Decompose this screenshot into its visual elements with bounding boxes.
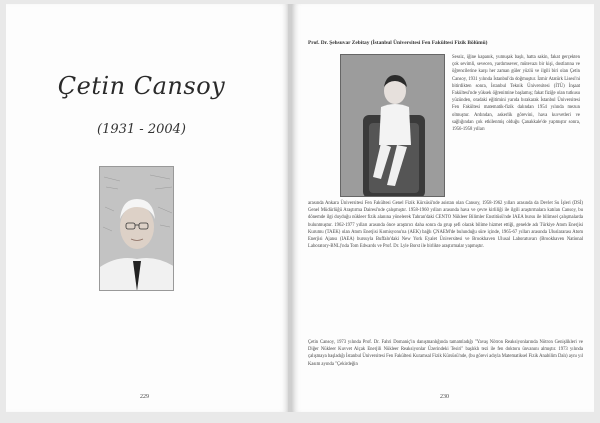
portrait-photo bbox=[99, 166, 174, 291]
childhood-photo bbox=[340, 54, 445, 197]
page-title: Çetin Cansoy bbox=[57, 72, 226, 100]
page-number-right: 230 bbox=[440, 394, 449, 400]
body-text-column: Sessiz, iğine kapanık, yumuşak başlı, hatta sakin, fakat gerçekten çok sevimli, sevecen, yardımsever, mütevazı bir kişi, dostlarına ve öğrencilerine karşı her zaman güler yüzlü ve ilgili biri olan Çetin Cansoy, 1931 yılında İstanbul'da doğmuştur. İzmir Atatürk Lisesi'ni bitirdikten sonra, İstanbul Teknik Üniversitesi (İTÜ) İnşaat Fakültesi'nde yüksek öğrenimine başlamış; fakat fiziğe olan tutkusu yüzünden, oradaki eğitimini yarıda bırakarak İstanbul Üniversitesi Fen Fakültesi matematik-fizik dalından 1954 yılında mezun olmuştur. Ardından, askerlik görevini, hava kuvvetleri ve sağlığından çok etkilenmiş olduğu Çanakkale'de yapmıştır sonra, 1956-1958 yılları bbox=[452, 55, 580, 133]
childhood-illustration bbox=[341, 55, 445, 197]
page-number-left: 229 bbox=[140, 394, 149, 400]
life-dates: (1931 - 2004) bbox=[97, 122, 186, 137]
body-text-full: arasında Ankara Üniversitesi Fen Fakültesi Genel Fizik Kürsüsü'nde asistan olan Cansoy, 1958-1962 yılları arasında da Devlet Su İşleri (DSİ) Genel Müdürlüğü Araştırma Dairesi'nde çalışmıştır. 1958-1960 yılları arasında hava ve çevre kirliliği ile ilgili araştırmalara katılan Cansoy, bu dönemde ilgi duyduğu nükleer fizik alanına yönelerek Tahran'daki CENTO Nükleer Bilimler Enstitüsü'nde IAEA bursu ile bilimsel çalışmalarda bulunmuştur. 1962-1977 yılları arasında önce araştırıcı daha sonra da grup şefi olarak bilime hizmet ettiği, genelde adı Türkiye Atom Enerjisi Kurumu (TAEK) olan Atom Enerjisi Komisyonu'na (AEK) bağlı ÇNAEM'de bulunduğu süre içinde, 1965-67 yılları arasında Uluslararası Atom Enerjisi Ajansı (IAEA) bursuyla Buffalo'daki New York Eyalet Üniversitesi ve Brookhaven Ulusal Laboratuvarı (Brookhaven National Laboratory-BNL)'nda Tom Edwards ve Prof. Dr. Lyle Borst ile birlikte araştırmalar yapmıştır. bbox=[308, 201, 583, 250]
portrait-illustration bbox=[100, 167, 174, 291]
body-text-paragraph-2: Çetin Cansoy, 1973 yılında Prof. Dr. Fahri Domaniç'in danışmanlığında tamamladığı "Yavaş Nötron Reaksiyonlarında Nötron Genişlikleri ve Diğer Nükleer Kuvvet Alçak Enerjili Nükleer Reaksiyonlar Üzerindeki Tesiri" başlıklı tezi ile fen doktoru ünvanını almıştır. 1973 yılında çalışmaya başladığı İstanbul Üniversitesi Fen Fakültesi Kuramsal Fizik Kürsüsü'nde, (bu görevi adıyla Matematiksel Fizik Anabilim Dalı) aynı yıl Kasım ayında "Çekirdeğin bbox=[308, 340, 583, 367]
author-line: Prof. Dr. Şehsuvar Zebitay (İstanbul Üniversitesi Fen Fakültesi Fizik Bölümü) bbox=[308, 40, 488, 46]
